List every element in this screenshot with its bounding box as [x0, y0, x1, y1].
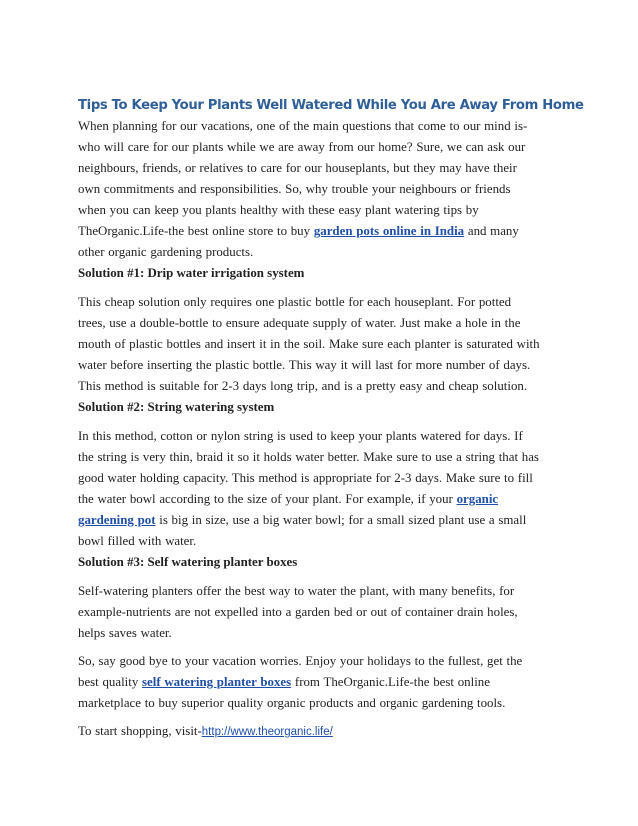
organic-gardening-pot-link[interactable]: gardening pot [78, 513, 156, 527]
text-line: own commitments and responsibilities. So, why trouble your neighbours or friends [78, 182, 511, 196]
text-line [78, 721, 572, 743]
shop-paragraph [78, 721, 572, 743]
text-line: This cheap solution only requires one plastic bottle for each houseplant. For potted [78, 295, 512, 309]
text-line [78, 510, 572, 531]
garden-pots-link[interactable]: garden pots online in India [313, 224, 465, 238]
solution-2-paragraph [78, 426, 572, 552]
shop-url-link[interactable]: http://www.theorganic.life/ [201, 726, 333, 738]
text-line [78, 221, 572, 242]
text-line: good water holding capacity. This method is appropriate for 2-3 days. Make sure to fill [78, 471, 533, 485]
solution-1-heading: Solution #1: Drip water irrigation system [78, 266, 305, 280]
text-line: Self-watering planters offer the best way to water the plant, with many benefits, for [78, 584, 515, 598]
solution-2-heading: Solution #2: String watering system [78, 400, 275, 414]
self-watering-planter-link[interactable]: self watering planter boxes [142, 675, 292, 689]
article [78, 98, 584, 743]
solution-3-heading: Solution #3: Self watering planter boxes [78, 555, 298, 569]
text-line: the string is very thin, braid it so it holds water better. Make sure to use a string that has [78, 450, 539, 464]
article-title: Tips To Keep Your Plants Well Watered While You Are Away From Home [78, 98, 584, 113]
organic-gardening-pot-link[interactable]: organic [456, 492, 499, 506]
shop-label: To start shopping, visit- [78, 724, 202, 738]
text-line [78, 672, 572, 693]
text-line: when you can keep you plants healthy with these easy plant watering tips by [78, 203, 479, 217]
text-line: mouth of plastic bottles and insert it in the soil. Make sure each planter is saturated with [78, 337, 540, 351]
text-line: marketplace to buy superior quality organic products and organic gardening tools. [78, 696, 506, 710]
solution-3-paragraph [78, 581, 572, 644]
intro-paragraph [78, 116, 572, 263]
text-line: helps saves water. [78, 626, 172, 640]
text-fragment: from TheOrganic.Life-the best online [294, 675, 490, 689]
text-fragment: and many [467, 224, 519, 238]
text-line: This method is suitable for 2-3 days long trip, and is a pretty easy and cheap solution. [78, 379, 528, 393]
text-fragment: TheOrganic.Life-the best online store to buy [78, 224, 311, 238]
solution-1-paragraph [78, 292, 572, 397]
text-fragment: is big in size, use a big water bowl; for a small sized plant use a small [159, 513, 527, 527]
text-line: bowl filled with water. [78, 534, 197, 548]
text-line: trees, use a double-bottle to ensure adequate supply of water. Just make a hole in the [78, 316, 521, 330]
closing-paragraph [78, 651, 572, 714]
text-line: In this method, cotton or nylon string is used to keep your plants watered for days. If [78, 429, 523, 443]
text-line: other organic gardening products. [78, 245, 254, 259]
text-fragment: the water bowl according to the size of your plant. For example, if your [78, 492, 453, 506]
text-line: who will care for our plants while we are away from our home? Sure, we can ask our [78, 140, 526, 154]
text-line: water before inserting the plastic bottle. This way it will last for more number of days. [78, 358, 531, 372]
text-line: neighbours, friends, or relatives to care for our houseplants, but they may have their [78, 161, 517, 175]
text-fragment: best quality [78, 675, 139, 689]
text-line: example-nutrients are not expelled into a garden bed or out of container drain holes, [78, 605, 518, 619]
text-line [78, 489, 572, 510]
text-line: When planning for our vacations, one of the main questions that come to our mind is- [78, 119, 528, 133]
text-line: So, say good bye to your vacation worries. Enjoy your holidays to the fullest, get the [78, 654, 523, 668]
